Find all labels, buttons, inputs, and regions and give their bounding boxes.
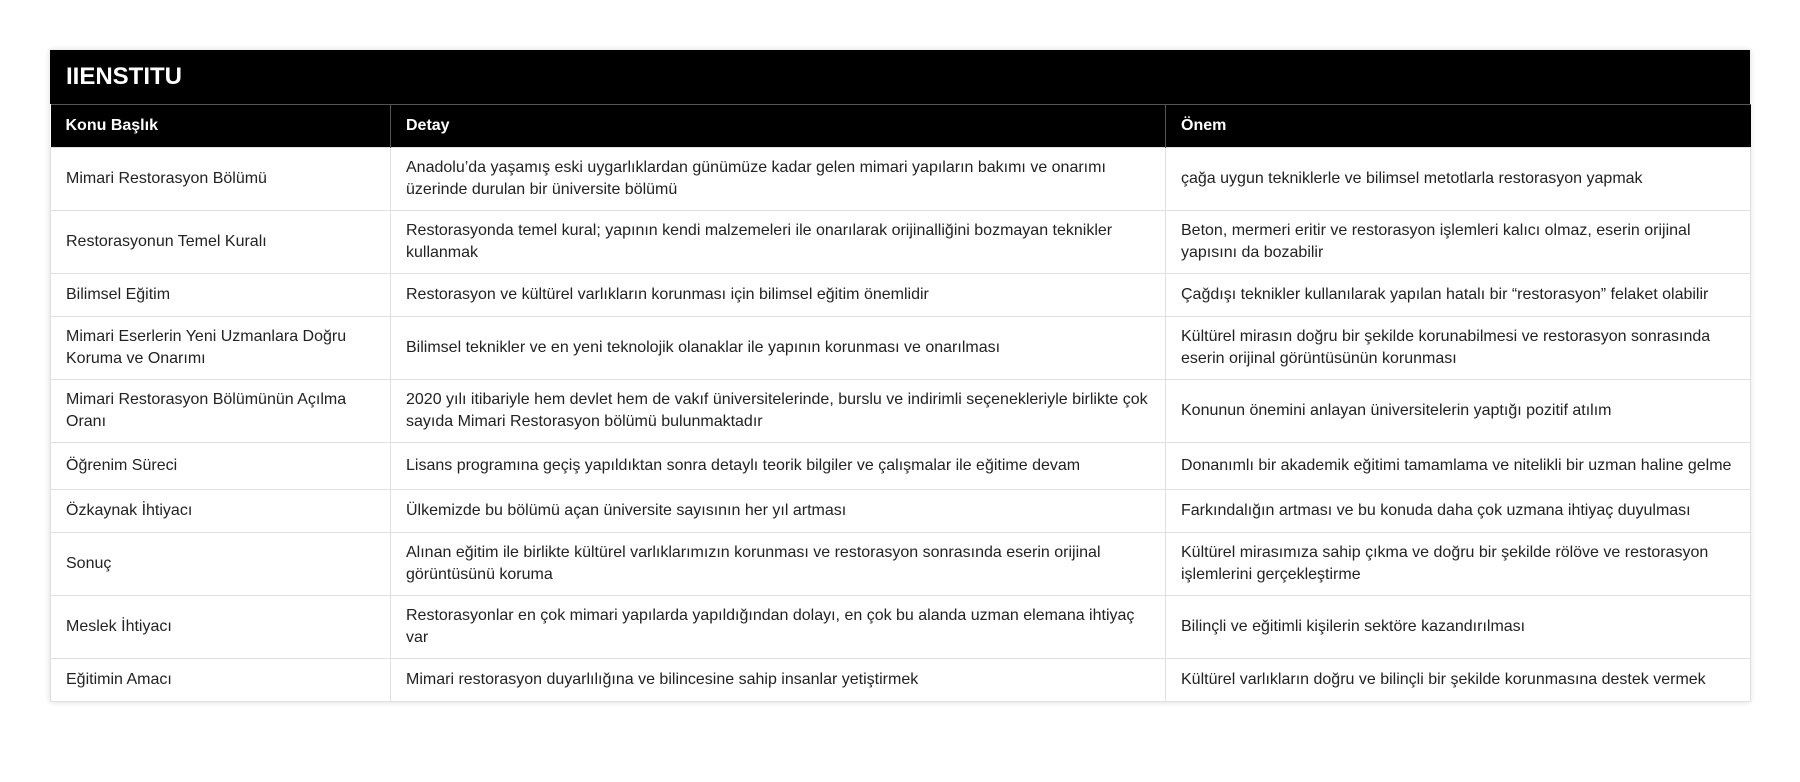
cell-konu: Özkaynak İhtiyacı	[51, 490, 391, 533]
cell-detay: Restorasyon ve kültürel varlıkların korunması için bilimsel eğitim önemlidir	[391, 274, 1166, 317]
cell-onem: Çağdışı teknikler kullanılarak yapılan hatalı bir “restorasyon” felaket olabilir	[1166, 274, 1751, 317]
cell-onem: Kültürel mirasın doğru bir şekilde korunabilmesi ve restorasyon sonrasında eserin orijinal görüntüsünün korunması	[1166, 317, 1751, 380]
header-onem: Önem	[1166, 105, 1751, 148]
cell-detay: Mimari restorasyon duyarlılığına ve bilincesine sahip insanlar yetiştirmek	[391, 659, 1166, 702]
table-card	[50, 50, 1750, 702]
cell-onem: Kültürel varlıkların doğru ve bilinçli bir şekilde korunmasına destek vermek	[1166, 659, 1751, 702]
cell-konu: Sonuç	[51, 533, 391, 596]
cell-onem: Kültürel mirasımıza sahip çıkma ve doğru bir şekilde rölöve ve restorasyon işlemlerini gerçekleştirme	[1166, 533, 1751, 596]
table-title: IIENSTITU	[50, 50, 1750, 104]
cell-konu: Meslek İhtiyacı	[51, 596, 391, 659]
header-konu-baslik: Konu Başlık	[51, 105, 391, 148]
header-row	[51, 105, 1751, 148]
cell-konu: Eğitimin Amacı	[51, 659, 391, 702]
cell-detay: Ülkemizde bu bölümü açan üniversite sayısının her yıl artması	[391, 490, 1166, 533]
cell-konu: Öğrenim Süreci	[51, 443, 391, 490]
cell-onem: Donanımlı bir akademik eğitimi tamamlama ve nitelikli bir uzman haline gelme	[1166, 443, 1751, 490]
cell-onem: Beton, mermeri eritir ve restorasyon işlemleri kalıcı olmaz, eserin orijinal yapısını da bozabilir	[1166, 211, 1751, 274]
cell-konu: Mimari Eserlerin Yeni Uzmanlara Doğru Koruma ve Onarımı	[51, 317, 391, 380]
cell-detay: 2020 yılı itibariyle hem devlet hem de vakıf üniversitelerinde, burslu ve indirimli seçenekleriyle birlikte çok sayıda Mimari Restorasyon bölümü bulunmaktadır	[391, 380, 1166, 443]
table-row	[51, 533, 1751, 596]
table-row	[51, 443, 1751, 490]
cell-detay: Restorasyonda temel kural; yapının kendi malzemeleri ile onarılarak orijinalliğini bozmayan teknikler kullanmak	[391, 211, 1166, 274]
table-row	[51, 148, 1751, 211]
cell-onem: Bilinçli ve eğitimli kişilerin sektöre kazandırılması	[1166, 596, 1751, 659]
cell-konu: Bilimsel Eğitim	[51, 274, 391, 317]
cell-detay: Lisans programına geçiş yapıldıktan sonra detaylı teorik bilgiler ve çalışmalar ile eğitime devam	[391, 443, 1166, 490]
cell-detay: Alınan eğitim ile birlikte kültürel varlıklarımızın korunması ve restorasyon sonrasında eserin orijinal görüntüsünü koruma	[391, 533, 1166, 596]
cell-detay: Bilimsel teknikler ve en yeni teknolojik olanaklar ile yapının korunması ve onarılması	[391, 317, 1166, 380]
table-row	[51, 380, 1751, 443]
cell-konu: Mimari Restorasyon Bölümünün Açılma Oranı	[51, 380, 391, 443]
cell-onem: Farkındalığın artması ve bu konuda daha çok uzmana ihtiyaç duyulması	[1166, 490, 1751, 533]
table-row	[51, 211, 1751, 274]
cell-konu: Restorasyonun Temel Kuralı	[51, 211, 391, 274]
cell-detay: Restorasyonlar en çok mimari yapılarda yapıldığından dolayı, en çok bu alanda uzman elemana ihtiyaç var	[391, 596, 1166, 659]
cell-konu: Mimari Restorasyon Bölümü	[51, 148, 391, 211]
table-row	[51, 596, 1751, 659]
data-table	[50, 104, 1751, 702]
cell-onem: Konunun önemini anlayan üniversitelerin yaptığı pozitif atılım	[1166, 380, 1751, 443]
table-row	[51, 274, 1751, 317]
table-row	[51, 317, 1751, 380]
table-row	[51, 490, 1751, 533]
table-row	[51, 659, 1751, 702]
cell-onem: çağa uygun tekniklerle ve bilimsel metotlarla restorasyon yapmak	[1166, 148, 1751, 211]
header-detay: Detay	[391, 105, 1166, 148]
cell-detay: Anadolu’da yaşamış eski uygarlıklardan günümüze kadar gelen mimari yapıların bakımı ve onarımı üzerinde durulan bir üniversite bölümü	[391, 148, 1166, 211]
